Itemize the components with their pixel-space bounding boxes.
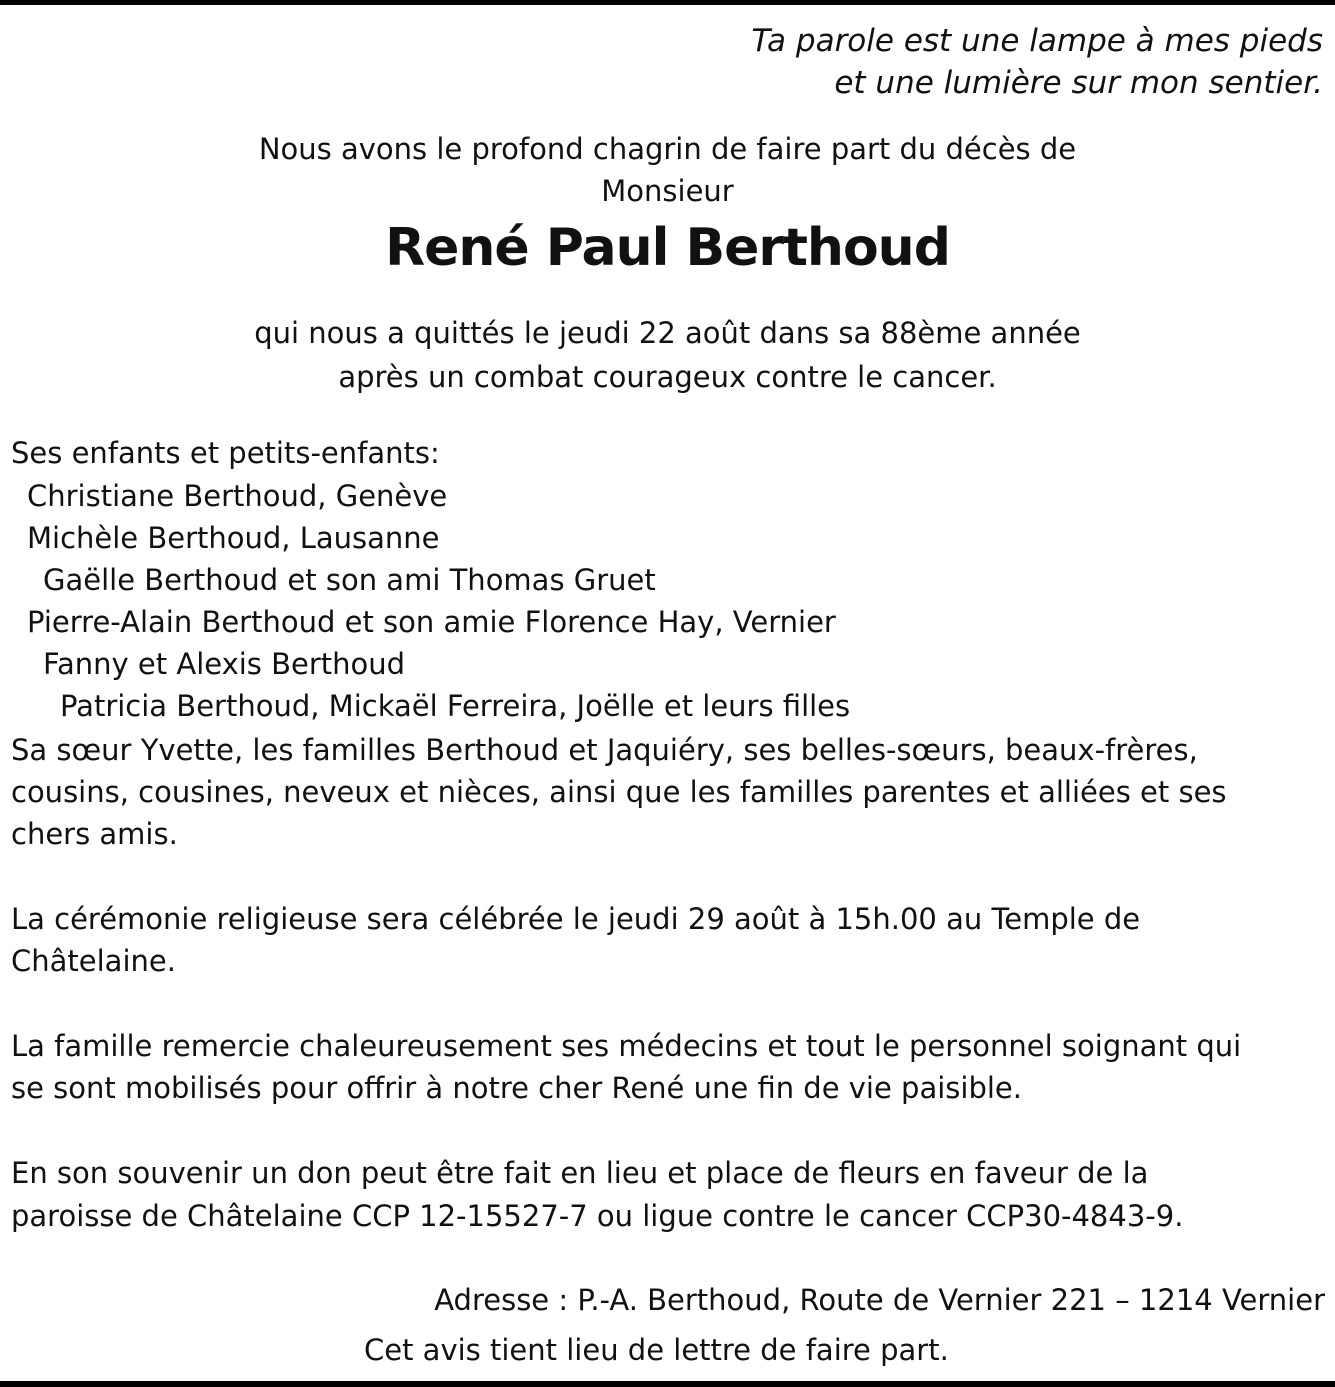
family-member: Michèle Berthoud, Lausanne xyxy=(27,521,440,555)
epigraph xyxy=(751,20,1323,104)
epigraph-line: Ta parole est une lampe à mes pieds xyxy=(751,23,1323,59)
bottom-rule xyxy=(0,1381,1335,1387)
donation-text: En son souvenir un don peut être fait en lieu et place de fleurs en faveur de la xyxy=(11,1156,1149,1190)
thanks-text: La famille remercie chaleureusement ses médecins et tout le personnel soignant qui xyxy=(11,1029,1242,1063)
donation-text: paroisse de Châtelaine CCP 12-15527-7 ou ligue contre le cancer CCP30-4843-9. xyxy=(11,1199,1184,1233)
relatives-text: chers amis. xyxy=(11,817,178,851)
relatives-text: cousins, cousines, neveux et nièces, ainsi que les familles parentes et alliées et ses xyxy=(11,775,1227,809)
epigraph-line: et une lumière sur mon sentier. xyxy=(834,65,1323,101)
passing-text: après un combat courageux contre le cancer. xyxy=(338,360,997,394)
family-heading: Ses enfants et petits-enfants: xyxy=(11,436,440,470)
family-member: Pierre-Alain Berthoud et son amie Florence Hay, Vernier xyxy=(27,605,836,639)
relatives-text: Sa sœur Yvette, les familles Berthoud et Jaquiéry, ses belles-sœurs, beaux-frères, xyxy=(11,733,1198,767)
deceased-name: René Paul Berthoud xyxy=(385,218,950,278)
notice-text: Cet avis tient lieu de lettre de faire part. xyxy=(364,1333,949,1367)
ceremony-text: Châtelaine. xyxy=(11,944,176,978)
thanks-text: se sont mobilisés pour offrir à notre cher René une fin de vie paisible. xyxy=(11,1071,1022,1105)
intro-text: Nous avons le profond chagrin de faire part du décès de xyxy=(258,132,1077,166)
passing-text: qui nous a quittés le jeudi 22 août dans sa 88ème année xyxy=(254,316,1081,350)
family-member: Christiane Berthoud, Genève xyxy=(27,479,448,513)
honorific: Monsieur xyxy=(601,174,734,208)
ceremony-text: La cérémonie religieuse sera célébrée le jeudi 29 août à 15h.00 au Temple de xyxy=(11,902,1141,936)
family-member: Gaëlle Berthoud et son ami Thomas Gruet xyxy=(43,563,656,597)
contact-address: Adresse : P.-A. Berthoud, Route de Vernier 221 – 1214 Vernier xyxy=(434,1283,1325,1317)
family-member: Fanny et Alexis Berthoud xyxy=(43,647,406,681)
top-rule xyxy=(0,0,1335,5)
family-member: Patricia Berthoud, Mickaël Ferreira, Joëlle et leurs filles xyxy=(60,689,851,723)
